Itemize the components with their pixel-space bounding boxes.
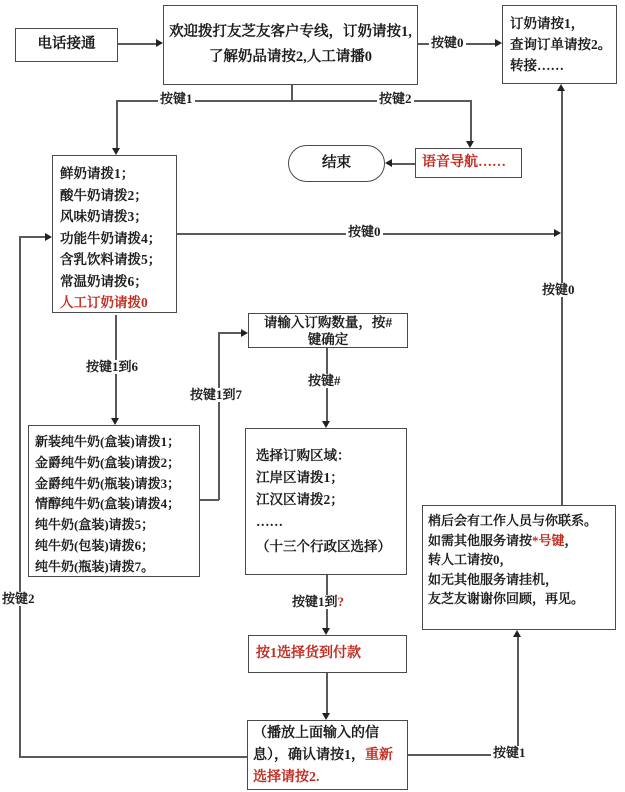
arrowhead-key0-join bbox=[554, 229, 561, 237]
order-query-line1: 订奶请按1， bbox=[510, 16, 585, 31]
edge-label-key1-confirm: 按键1 bbox=[493, 745, 526, 760]
node-confirm-playback bbox=[247, 720, 408, 790]
edge-label-key1toq-black: 按键1到 bbox=[292, 594, 338, 609]
staff-line5: 友芝友谢谢你回顾，再见。 bbox=[428, 591, 585, 606]
node-phone-connect bbox=[15, 28, 118, 62]
edge-label-key2: 按键2 bbox=[379, 91, 412, 106]
connector-key1to7-up bbox=[218, 332, 220, 500]
arrowhead-into-region bbox=[322, 421, 330, 428]
milk-menu-line: 含乳饮料请拨5； bbox=[60, 252, 162, 267]
connector-key2-bottom bbox=[19, 756, 247, 758]
edge-label-key1toq bbox=[290, 595, 346, 609]
milk-menu-manual-line: 人工订奶请拨0 bbox=[60, 295, 148, 310]
end-label: 结束 bbox=[322, 155, 351, 171]
node-voice-nav bbox=[415, 148, 522, 178]
order-query-line3: 转接…… bbox=[510, 58, 564, 73]
staff-line2-post: ， bbox=[564, 532, 578, 548]
confirm-red-text: 重新选择请按2. bbox=[253, 748, 393, 785]
quantity-line1: 请输入订购数量，按# bbox=[263, 315, 393, 330]
voice-nav-label: 语音导航…… bbox=[422, 155, 506, 170]
arrowhead-into-staff bbox=[513, 630, 521, 637]
connector-key2-drop bbox=[470, 100, 472, 143]
connector-key1to7-in bbox=[218, 332, 242, 334]
packaging-line: 纯牛奶(瓶装)请拨7。 bbox=[35, 558, 155, 574]
node-milk-menu bbox=[52, 155, 177, 313]
connector-key1-confirm-v bbox=[517, 633, 519, 755]
packaging-line: 纯牛奶(盒装)请拨5； bbox=[35, 517, 155, 533]
packaging-line: 情醇纯牛奶(盒装)请拨4； bbox=[35, 496, 181, 512]
node-end bbox=[288, 145, 385, 182]
arrowhead-into-quantity bbox=[241, 329, 248, 337]
edge-label-key0-welcome: 按键0 bbox=[431, 35, 464, 50]
edge-label-key0-right: 按键0 bbox=[542, 282, 575, 297]
region-note: （十三个行政区选择） bbox=[256, 539, 391, 554]
connector-voicenav-end bbox=[392, 163, 415, 165]
packaging-line: 金爵纯牛奶(瓶装)请拨3； bbox=[35, 475, 181, 491]
region-line: 选择订购区域： bbox=[256, 448, 351, 463]
arrowhead-into-packaging bbox=[111, 418, 119, 425]
welcome-line2: 了解奶品请按2,人工请播0 bbox=[208, 49, 373, 65]
milk-menu-line: 酸牛奶请拨2； bbox=[60, 187, 148, 203]
staff-line2-pre: 如需其他服务请按 bbox=[428, 532, 533, 548]
packaging-line: 纯牛奶(包装)请拨6； bbox=[35, 537, 155, 553]
connector-key2-top bbox=[19, 236, 45, 238]
arrowhead-into-orderquery-bottom bbox=[557, 84, 565, 91]
packaging-line: 金爵纯牛奶(盒装)请拨2； bbox=[35, 454, 181, 470]
staff-line2-star-key: *号键 bbox=[532, 532, 565, 548]
edge-label-key1to7: 按键1到7 bbox=[190, 387, 243, 402]
node-packaging-menu bbox=[28, 425, 200, 577]
confirm-black-text: （播放上面输入的信息），确认请按1， bbox=[253, 726, 379, 763]
packaging-line: 新装纯牛奶(盒装)请拨1； bbox=[35, 434, 181, 449]
staff-line4: 如无其他服务请挂机， bbox=[428, 571, 559, 587]
cod-label: 按1选择货到付款 bbox=[256, 646, 361, 661]
connector-phone-welcome bbox=[118, 43, 158, 45]
order-query-line2: 查询订单请按2。 bbox=[510, 37, 612, 52]
node-welcome-menu bbox=[163, 5, 418, 85]
milk-menu-line: 风味奶请拨3； bbox=[60, 209, 148, 224]
node-quantity-input bbox=[248, 313, 408, 348]
staff-line3: 转人工请按0， bbox=[428, 552, 513, 567]
node-order-query-menu bbox=[502, 5, 617, 84]
arrowhead-into-welcome bbox=[156, 39, 163, 47]
phone-connect-label: 电话接通 bbox=[37, 36, 96, 52]
region-line: …… bbox=[256, 514, 283, 529]
edge-label-key1: 按键1 bbox=[160, 91, 193, 106]
welcome-line1: 欢迎拨打友芝友客户专线，订奶请按1, bbox=[169, 24, 412, 40]
connector-cod-confirm bbox=[326, 673, 328, 714]
edge-label-keyhash: 按键# bbox=[308, 373, 341, 388]
edge-label-key2-return: 按键2 bbox=[2, 591, 35, 606]
quantity-line2: 键确定 bbox=[307, 331, 349, 347]
connector-right-rail-key0 bbox=[561, 90, 563, 505]
connector-key1to7-out bbox=[200, 499, 219, 501]
staff-line2 bbox=[428, 531, 615, 551]
arrowhead-into-cod bbox=[322, 628, 330, 635]
arrowhead-into-confirm bbox=[322, 713, 330, 720]
staff-line1: 梢后会有工作人员与你联系。 bbox=[428, 513, 598, 528]
node-staff-followup bbox=[422, 505, 616, 630]
connector-key1-drop bbox=[116, 100, 118, 150]
region-line: 江汉区请拨2； bbox=[256, 492, 344, 507]
arrowhead-into-milkmenu-top bbox=[112, 148, 120, 155]
arrowhead-into-orderquery bbox=[495, 39, 502, 47]
connector-key2-left-rail bbox=[19, 236, 21, 757]
node-cod-payment bbox=[248, 635, 407, 673]
connector-welcome-stub bbox=[291, 85, 293, 101]
edge-label-key1toq-red: ? bbox=[337, 594, 345, 609]
node-region-select bbox=[245, 428, 407, 575]
arrowhead-into-voicenav bbox=[466, 141, 474, 148]
milk-menu-line: 常温奶请拨6； bbox=[60, 273, 148, 289]
arrowhead-into-end bbox=[385, 159, 392, 167]
edge-label-key0-milk: 按键0 bbox=[348, 224, 381, 239]
milk-menu-line: 功能牛奶请拨4； bbox=[60, 230, 162, 246]
arrowhead-into-milkmenu-left bbox=[45, 233, 52, 241]
milk-menu-line: 鲜奶请拨1； bbox=[60, 166, 135, 181]
region-line: 江岸区请拨1； bbox=[256, 470, 344, 485]
edge-label-key1to6: 按键1到6 bbox=[86, 359, 139, 374]
